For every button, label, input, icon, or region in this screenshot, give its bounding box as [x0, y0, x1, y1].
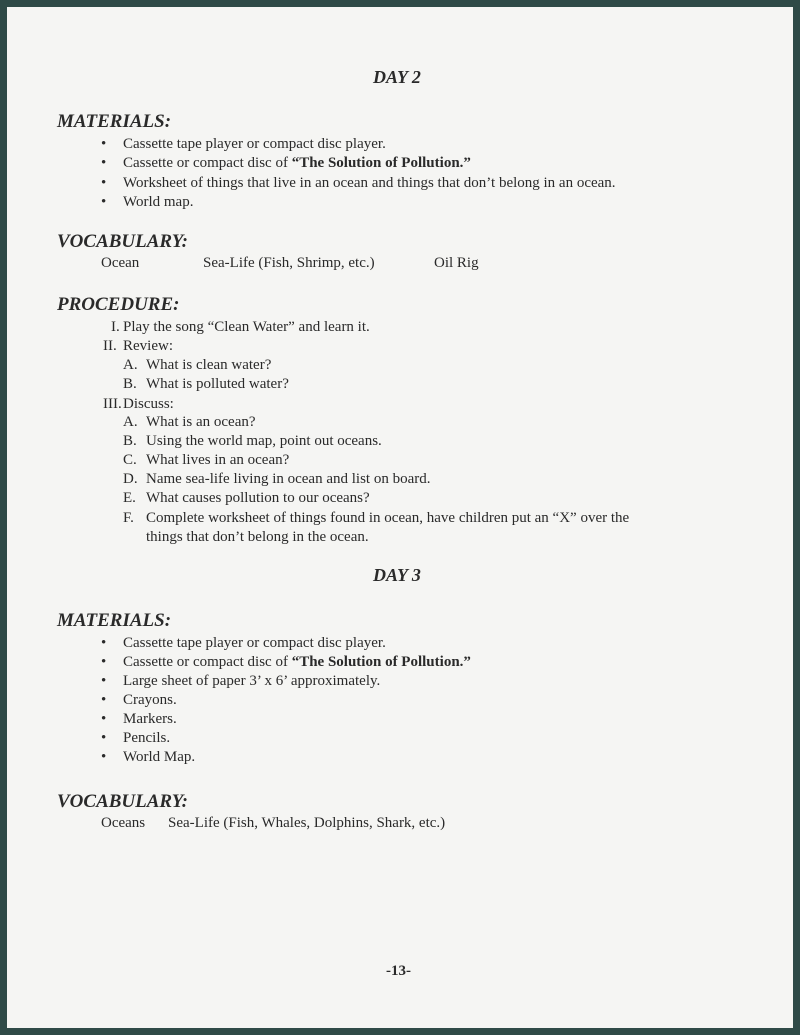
procedure-marker: II.: [103, 338, 117, 354]
list-item: Cassette tape player or compact disc player.: [123, 635, 386, 651]
list-item: Cassette or compact disc of “The Solution of Pollution.”: [123, 155, 471, 171]
procedure-item: Review:: [123, 338, 173, 354]
vocabulary-term: Oil Rig: [434, 255, 479, 271]
list-item: Cassette or compact disc of “The Solution of Pollution.”: [123, 654, 471, 670]
vocabulary-term: Ocean: [101, 255, 140, 271]
vocabulary-term: Sea-Life (Fish, Shrimp, etc.): [203, 255, 375, 271]
procedure-marker: B.: [123, 433, 137, 449]
day-2-title: DAY 2: [373, 67, 421, 87]
procedure-item: Using the world map, point out oceans.: [146, 433, 382, 449]
list-item: Crayons.: [123, 692, 177, 708]
procedure-marker: A.: [123, 414, 138, 430]
procedure-item: What lives in an ocean?: [146, 452, 290, 468]
vocabulary-term: Oceans: [101, 815, 146, 831]
procedure-marker: E.: [123, 490, 136, 506]
procedure-item: What is an ocean?: [146, 414, 256, 430]
bullet-icon: •: [101, 730, 107, 746]
bullet-icon: •: [101, 136, 107, 152]
day-3-vocabulary-heading: VOCABULARY:: [57, 791, 188, 812]
bullet-icon: •: [101, 635, 107, 651]
day-2-materials-heading: MATERIALS:: [57, 111, 172, 132]
list-item: Markers.: [123, 711, 177, 727]
list-item: Large sheet of paper 3’ x 6’ approximately.: [123, 673, 381, 689]
procedure-marker: A.: [123, 357, 138, 373]
bullet-icon: •: [101, 692, 107, 708]
day-2-procedure-heading: PROCEDURE:: [57, 294, 180, 315]
list-item: World map.: [123, 194, 194, 210]
procedure-marker: F.: [123, 510, 134, 526]
list-item: Worksheet of things that live in an ocean and things that don’t belong in an ocean.: [123, 175, 616, 191]
bullet-icon: •: [101, 749, 107, 765]
day-2-vocabulary-heading: VOCABULARY:: [57, 231, 188, 252]
bullet-icon: •: [101, 175, 107, 191]
bullet-icon: •: [101, 155, 107, 171]
bullet-icon: •: [101, 194, 107, 210]
procedure-marker: III.: [103, 396, 122, 412]
procedure-item: What is polluted water?: [146, 376, 289, 392]
procedure-item: Name sea-life living in ocean and list on board.: [146, 471, 431, 487]
day-3-materials-heading: MATERIALS:: [57, 610, 172, 631]
procedure-item: things that don’t belong in the ocean.: [146, 529, 369, 545]
page-number: -13-: [386, 963, 411, 979]
bullet-icon: •: [101, 673, 107, 689]
procedure-marker: B.: [123, 376, 137, 392]
document-page: [7, 7, 793, 1028]
procedure-marker: I.: [111, 319, 120, 335]
procedure-item: Play the song “Clean Water” and learn it.: [123, 319, 370, 335]
bullet-icon: •: [101, 654, 107, 670]
list-item: Pencils.: [123, 730, 171, 746]
day-3-title: DAY 3: [373, 565, 421, 585]
procedure-item: What is clean water?: [146, 357, 272, 373]
procedure-item: Complete worksheet of things found in ocean, have children put an “X” over the: [146, 510, 630, 526]
procedure-item: What causes pollution to our oceans?: [146, 490, 370, 506]
vocabulary-term: Sea-Life (Fish, Whales, Dolphins, Shark, etc.): [168, 815, 446, 831]
list-item: World Map.: [123, 749, 196, 765]
list-item: Cassette tape player or compact disc player.: [123, 136, 386, 152]
bullet-icon: •: [101, 711, 107, 727]
procedure-marker: C.: [123, 452, 137, 468]
procedure-item: Discuss:: [123, 396, 174, 412]
procedure-marker: D.: [123, 471, 138, 487]
